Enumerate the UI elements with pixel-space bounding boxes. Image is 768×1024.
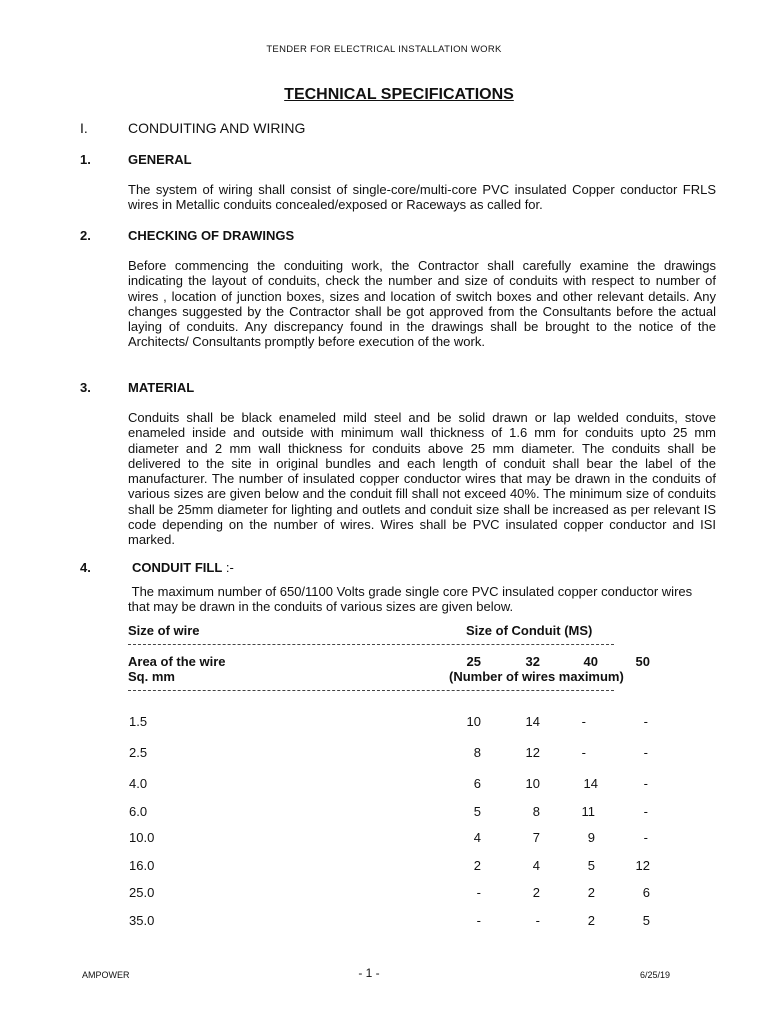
table-divider — [128, 644, 614, 645]
wire-count-cell: - — [643, 714, 648, 729]
item-number: 1. — [80, 152, 91, 167]
wire-count-cell: 10 — [466, 714, 481, 729]
table-wires-caption: (Number of wires maximum) — [449, 669, 624, 684]
wire-size-cell: 6.0 — [129, 804, 148, 819]
wire-size-cell: 1.5 — [129, 714, 148, 729]
wire-count-cell: - — [643, 776, 648, 791]
wire-size-cell: 16.0 — [129, 858, 155, 873]
section-title: CONDUITING AND WIRING — [128, 120, 306, 136]
wire-size-cell: 2.5 — [129, 745, 148, 760]
wire-count-cell: 4 — [532, 858, 540, 873]
wire-count-cell: 5 — [587, 858, 595, 873]
wire-count-cell: 8 — [473, 745, 481, 760]
table-row — [0, 885, 768, 903]
wire-size-cell: 10.0 — [129, 830, 155, 845]
footer-company: AMPOWER — [82, 970, 130, 980]
running-header: TENDER FOR ELECTRICAL INSTALLATION WORK — [266, 44, 502, 55]
wire-size-cell: 35.0 — [129, 913, 155, 928]
wire-count-cell: - — [535, 913, 540, 928]
wire-count-cell: 5 — [642, 913, 650, 928]
wire-count-cell: 11 — [581, 804, 595, 819]
heading-material: MATERIAL — [128, 380, 195, 395]
item-number: 4. — [80, 560, 91, 575]
table-row — [0, 745, 768, 763]
paragraph-material: Conduits shall be black enameled mild steel and be solid drawn or lap welded conduits, stove enameled inside and outside with minimum wall thickness of 1.6 mm for conduits upto 25 mm diameter and 2 mm wall thickness for conduits above 25 mm diameter. The conduits shall be delivered to the site in original bundles and each length of conduit shall bear the label of the manufacturer. The number of insulated copper conductor wires that may be drawn in the conduits of various sizes are given below and the conduit fill shall not exceed 40%. The minimum size of conduits shall be 25mm diameter for lighting and outlets and conduit size shall be increased as per relevant IS code depending on the number of wires. Wires shall be PVC insulated copper conductor and ISI marked. — [128, 410, 716, 548]
table-col-header-wire: Size of wire — [128, 623, 200, 638]
paragraph-conduit-fill: The maximum number of 650/1100 Volts grade single core PVC insulated copper conductor wires that may be drawn in the conduits of various sizes are given below. — [128, 584, 696, 615]
wire-count-cell: 4 — [473, 830, 481, 845]
page-title: TECHNICAL SPECIFICATIONS — [284, 86, 514, 103]
wire-count-cell: 7 — [532, 830, 540, 845]
heading-general: GENERAL — [128, 152, 192, 167]
item-number: 2. — [80, 228, 91, 243]
wire-count-cell: - — [476, 913, 481, 928]
wire-count-cell: 8 — [532, 804, 540, 819]
heading-conduit-fill — [132, 560, 234, 575]
table-col-header-conduit: Size of Conduit (MS) — [466, 623, 593, 638]
table-conduit-size: 25 — [466, 654, 481, 669]
section-number: I. — [80, 120, 88, 136]
table-unit-label: Sq. mm — [128, 669, 175, 684]
table-row — [0, 830, 768, 848]
table-conduit-size: 40 — [583, 654, 598, 669]
wire-size-cell: 4.0 — [129, 776, 148, 791]
heading-checking-of-drawings: CHECKING OF DRAWINGS — [128, 228, 295, 243]
item-number: 3. — [80, 380, 91, 395]
wire-size-cell: 25.0 — [129, 885, 155, 900]
table-divider — [128, 690, 614, 691]
footer-date: 6/25/19 — [640, 970, 671, 980]
table-conduit-size: 32 — [525, 654, 540, 669]
wire-count-cell: 2 — [587, 913, 595, 928]
wire-count-cell: - — [643, 804, 648, 819]
wire-count-cell: 9 — [587, 830, 595, 845]
heading-conduit-fill-suffix: :- — [222, 560, 234, 575]
wire-count-cell: 6 — [473, 776, 481, 791]
wire-count-cell: 2 — [473, 858, 481, 873]
table-row — [0, 714, 768, 732]
page-number: - 1 - — [358, 966, 380, 980]
wire-count-cell: - — [643, 745, 648, 760]
wire-count-cell: - — [476, 885, 481, 900]
wire-count-cell: 5 — [473, 804, 481, 819]
table-row — [0, 776, 768, 794]
wire-count-cell: - — [581, 745, 586, 760]
table-area-label: Area of the wire — [128, 654, 226, 669]
wire-count-cell: 14 — [525, 714, 540, 729]
wire-count-cell: 14 — [583, 776, 598, 791]
wire-count-cell: 10 — [525, 776, 540, 791]
table-row — [0, 804, 768, 822]
table-row — [0, 913, 768, 931]
paragraph-general: The system of wiring shall consist of single-core/multi-core PVC insulated Copper conductor FRLS wires in Metallic conduits concealed/exposed or Raceways as called for. — [128, 182, 716, 213]
wire-count-cell: 12 — [525, 745, 540, 760]
wire-count-cell: - — [581, 714, 586, 729]
paragraph-checking-of-drawings: Before commencing the conduiting work, the Contractor shall carefully examine the drawings indicating the layout of conduits, check the number and size of conduits with respect to number of wires , location of junction boxes, sizes and location of switch boxes and other relevant details. Any changes suggested by the Contractor shall be got approved from the Consultants before the actual laying of conduits. Any discrepancy found in the drawings shall be brought to the notice of the Architects/ Consultants promptly before execution of the work. — [128, 258, 716, 350]
wire-count-cell: - — [643, 830, 648, 845]
table-conduit-size: 50 — [635, 654, 650, 669]
wire-count-cell: 12 — [635, 858, 650, 873]
wire-count-cell: 6 — [642, 885, 650, 900]
table-row — [0, 858, 768, 876]
wire-count-cell: 2 — [587, 885, 595, 900]
heading-conduit-fill-text: CONDUIT FILL — [132, 560, 223, 575]
wire-count-cell: 2 — [532, 885, 540, 900]
